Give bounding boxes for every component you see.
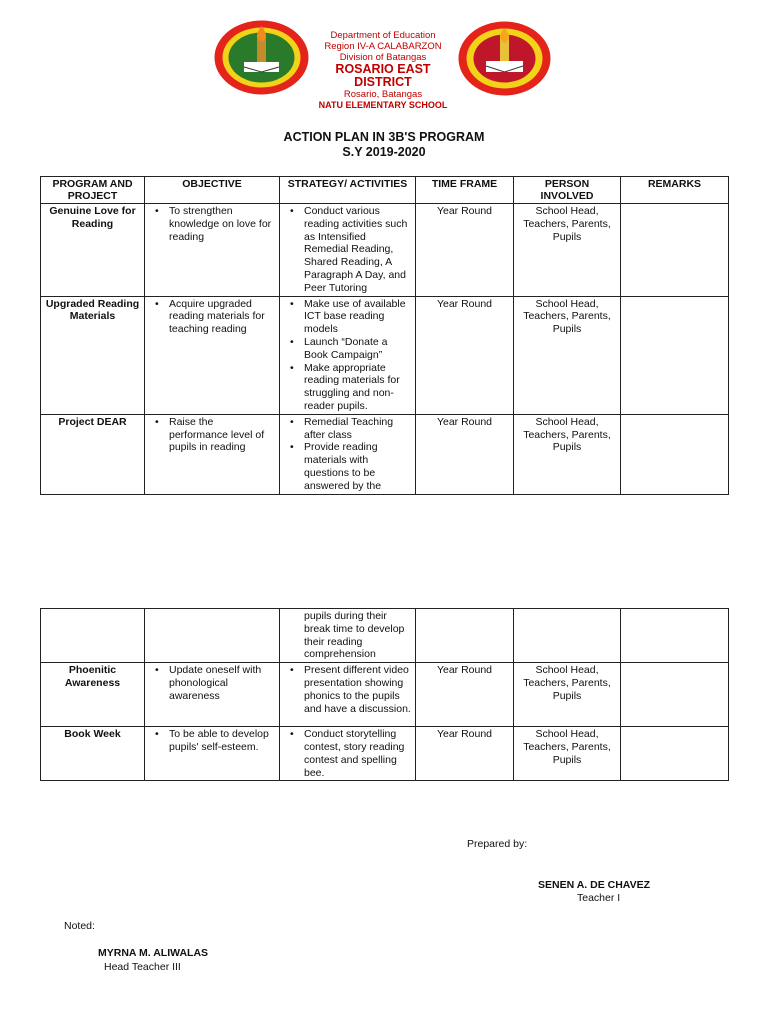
- objective-cell: [145, 663, 280, 727]
- strategy-item: • Make use of available ICT base reading models: [304, 298, 411, 336]
- objective-cell: [145, 727, 280, 781]
- header-town: Rosario, Batangas: [343, 89, 423, 100]
- remarks-cell: [621, 609, 729, 663]
- strategy-cell: pupils during their break time to develop their reading comprehension: [280, 609, 416, 663]
- remarks-cell: [621, 296, 729, 414]
- header-district: ROSARIO EAST DISTRICT: [335, 62, 431, 89]
- objective-cell: [145, 609, 280, 663]
- col-header-persons: PERSON INVOLVED: [514, 177, 621, 204]
- noter-title: Head Teacher III: [104, 961, 181, 973]
- persons-cell: School Head, Teachers, Parents, Pupils: [514, 414, 621, 494]
- action-plan-table-continued: [40, 608, 729, 781]
- strategy-item: • Remedial Teaching after class: [304, 416, 411, 442]
- persons-cell: School Head, Teachers, Parents, Pupils: [514, 663, 621, 727]
- preparer-title: Teacher I: [577, 892, 621, 904]
- col-header-strategy: STRATEGY/ ACTIVITIES: [280, 177, 416, 204]
- strategy-cell: [280, 414, 416, 494]
- doc-title: ACTION PLAN IN 3B'S PROGRAM: [283, 130, 485, 144]
- noter-name: MYRNA M. ALIWALAS: [98, 947, 209, 959]
- header-line: Region IV-A CALABARZON: [324, 41, 442, 52]
- table-row: [41, 296, 729, 414]
- persons-cell: School Head, Teachers, Parents, Pupils: [514, 204, 621, 297]
- time-cell: Year Round: [416, 727, 514, 781]
- table-row: [41, 609, 729, 663]
- strategy-cell: [280, 296, 416, 414]
- doc-subtitle: S.Y 2019-2020: [342, 145, 426, 159]
- header-line: Division of Batangas: [339, 52, 427, 63]
- program-cell: Project DEAR: [41, 414, 145, 494]
- program-cell: [41, 609, 145, 663]
- program-cell: Genuine Love for Reading: [41, 204, 145, 297]
- objective-item: • Acquire upgraded reading materials for teaching reading: [169, 298, 275, 336]
- col-header-objective: OBJECTIVE: [145, 177, 280, 204]
- strategy-item: • Conduct storytelling contest, story reading contest and spelling bee.: [304, 728, 411, 779]
- persons-cell: School Head, Teachers, Parents, Pupils: [514, 727, 621, 781]
- prepared-by-label: Prepared by:: [467, 838, 528, 850]
- table-row: [41, 414, 729, 494]
- header-line: Department of Education: [330, 30, 436, 41]
- time-cell: [416, 609, 514, 663]
- objective-item: • Update oneself with phonological awareness: [169, 664, 275, 702]
- header-block: [310, 30, 456, 111]
- remarks-cell: [621, 663, 729, 727]
- strategy-item: • Make appropriate reading materials for struggling and non-reader pupils.: [304, 362, 411, 413]
- objective-item: • Raise the performance level of pupils in reading: [169, 416, 275, 454]
- objective-cell: [145, 296, 280, 414]
- remarks-cell: [621, 204, 729, 297]
- time-cell: Year Round: [416, 663, 514, 727]
- time-cell: Year Round: [416, 204, 514, 297]
- strategy-item: • Provide reading materials with questions to be answered by the: [304, 441, 411, 492]
- preparer-name: SENEN A. DE CHAVEZ: [538, 879, 651, 891]
- strategy-item: • Launch “Donate a Book Campaign”: [304, 336, 411, 362]
- header-school: NATU ELEMENTARY SCHOOL: [318, 100, 448, 110]
- table-row: [41, 727, 729, 781]
- time-cell: Year Round: [416, 296, 514, 414]
- program-cell: Upgraded Reading Materials: [41, 296, 145, 414]
- col-header-program: PROGRAM AND PROJECT: [41, 177, 145, 204]
- table-header-row: [41, 177, 729, 204]
- remarks-cell: [621, 727, 729, 781]
- time-cell: Year Round: [416, 414, 514, 494]
- strategy-cell: [280, 663, 416, 727]
- objective-cell: [145, 414, 280, 494]
- action-plan-table: [40, 176, 729, 495]
- table-row: [41, 663, 729, 727]
- strategy-cell: [280, 727, 416, 781]
- strategy-item: • Conduct various reading activities such as Intensified Remedial Reading, Shared Reading, A Paragraph A Day, and Peer Tutoring: [304, 205, 411, 295]
- objective-item: • To strengthen knowledge on love for reading: [169, 205, 275, 243]
- noted-label: Noted:: [64, 920, 95, 932]
- strategy-item: • Present different video presentation showing phonics to the pupils and have a discussion.: [304, 664, 411, 715]
- persons-cell: School Head, Teachers, Parents, Pupils: [514, 296, 621, 414]
- persons-cell: [514, 609, 621, 663]
- remarks-cell: [621, 414, 729, 494]
- program-cell: Book Week: [41, 727, 145, 781]
- table-row: [41, 204, 729, 297]
- school-seal-left-icon: [214, 20, 309, 95]
- strategy-cell: [280, 204, 416, 297]
- objective-cell: [145, 204, 280, 297]
- school-seal-right-icon: [458, 21, 551, 96]
- col-header-remarks: REMARKS: [621, 177, 729, 204]
- objective-item: • To be able to develop pupils' self-esteem.: [169, 728, 275, 754]
- program-cell: Phoenitic Awareness: [41, 663, 145, 727]
- col-header-time: TIME FRAME: [416, 177, 514, 204]
